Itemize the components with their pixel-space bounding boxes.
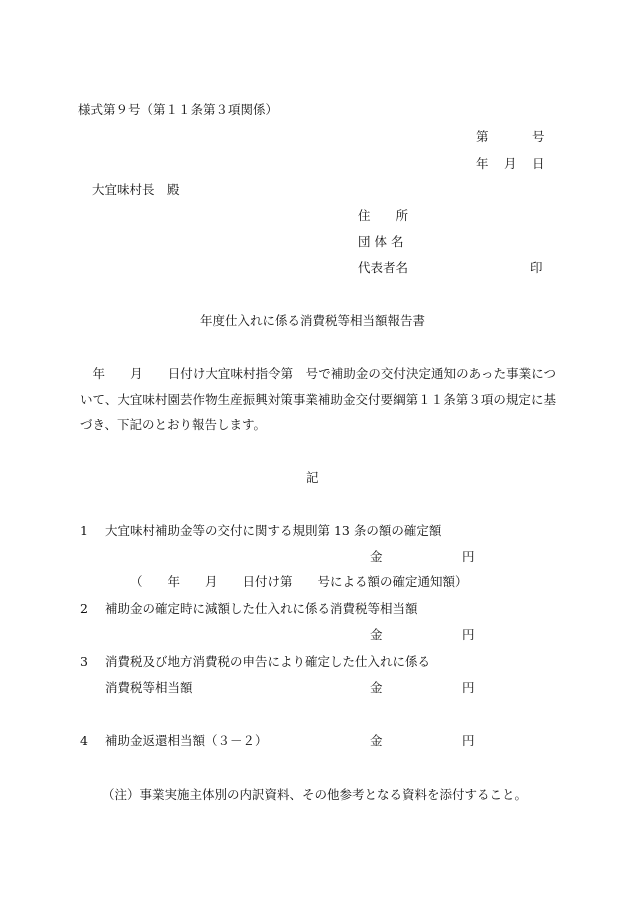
item-3-kin: 金 — [370, 680, 383, 695]
date-month-label: 月 — [504, 156, 517, 171]
ki-heading: 記 — [306, 470, 319, 485]
item-1-text: 大宜味村補助金等の交付に関する規則第 13 条の額の確定額 — [105, 523, 442, 538]
doc-number-suffix: 号 — [532, 129, 545, 144]
seal-mark: 印 — [530, 260, 543, 275]
document-title: 年度仕入れに係る消費税等相当額報告書 — [200, 313, 426, 328]
date-year-label: 年 — [476, 156, 489, 171]
doc-number-prefix: 第 — [476, 129, 489, 144]
item-3-number: 3 — [80, 654, 88, 669]
address-label: 住 所 — [358, 208, 409, 223]
item-4-text: 補助金返還相当額（３－２） — [105, 733, 268, 748]
group-name-label: 団 体 名 — [358, 234, 404, 249]
item-1-kin: 金 — [370, 549, 383, 564]
item-3-text: 消費税及び地方消費税の申告により確定した仕入れに係る — [105, 654, 431, 669]
item-4-en: 円 — [462, 733, 475, 748]
item-4-kin: 金 — [370, 733, 383, 748]
body-paragraph: 年 月 日付け大宜味村指令第 号で補助金の交付決定通知のあった事業について、大宜味村園芸作物生産振興対策事業補助金交付要綱第１１条第３項の規定に基づき、下記のとおり報告します。 — [80, 366, 556, 432]
item-3-text-line2: 消費税等相当額 — [105, 680, 193, 695]
date-day-label: 日 — [532, 156, 545, 171]
item-2-number: 2 — [80, 601, 88, 616]
item-3-en: 円 — [462, 680, 475, 695]
item-1-number: 1 — [80, 523, 88, 538]
representative-label: 代表者名 — [358, 260, 409, 275]
item-1-note: （ 年 月 日付け第 号による額の確定通知額） — [130, 574, 468, 589]
footnote: （注）事業実施主体別の内訳資料、その他参考となる資料を添付すること。 — [102, 787, 528, 802]
item-4-number: 4 — [80, 733, 88, 748]
form-number: 様式第９号（第１１条第３項関係） — [78, 102, 279, 117]
item-2-en: 円 — [462, 627, 475, 642]
item-1-en: 円 — [462, 549, 475, 564]
item-2-text: 補助金の確定時に減額した仕入れに係る消費税等相当額 — [105, 601, 418, 616]
addressee: 大宜味村長 殿 — [92, 182, 180, 197]
item-2-kin: 金 — [370, 627, 383, 642]
